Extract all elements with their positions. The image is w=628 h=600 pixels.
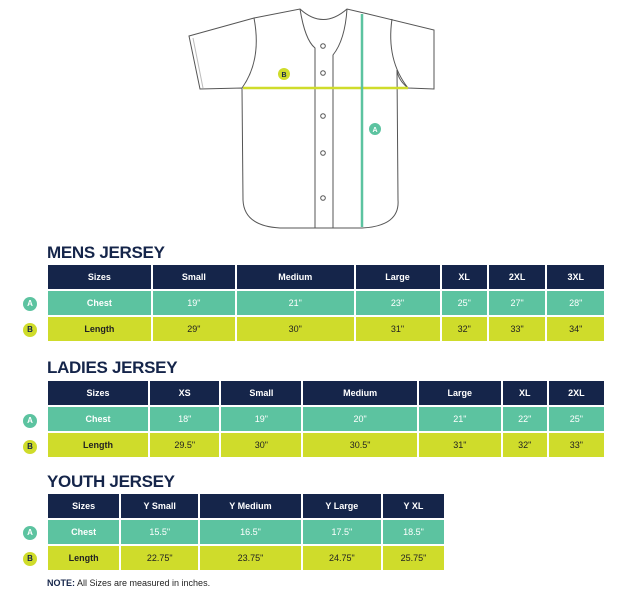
chest-row	[48, 407, 604, 431]
table-cell: Medium	[237, 265, 354, 289]
table-cell: 19"	[221, 407, 301, 431]
table-cell: 21"	[419, 407, 501, 431]
note-label: NOTE:	[47, 578, 75, 588]
table-cell: Y Large	[303, 494, 381, 518]
note	[47, 578, 210, 588]
table-cell: 34"	[547, 317, 604, 341]
length-row	[48, 317, 604, 341]
table-cell: Large	[356, 265, 440, 289]
badge-b-label: B	[281, 72, 287, 79]
chest-badge: A	[23, 526, 37, 540]
header-row	[48, 381, 604, 405]
ladies-title: LADIES JERSEY	[47, 358, 178, 377]
row-label: Sizes	[48, 381, 148, 405]
table-cell: 31"	[356, 317, 440, 341]
row-label: Chest	[48, 520, 119, 544]
table-cell: 18.5"	[383, 520, 444, 544]
chest-badge: A	[23, 297, 37, 311]
table-cell: 33"	[549, 433, 604, 457]
jersey-diagram	[0, 0, 628, 235]
header-row	[48, 494, 444, 518]
table-cell: 30.5"	[303, 433, 417, 457]
table-cell: 30"	[221, 433, 301, 457]
table-cell: XL	[503, 381, 547, 405]
mens-title: MENS JERSEY	[47, 243, 165, 262]
table-cell: XS	[150, 381, 219, 405]
row-label: Chest	[48, 291, 151, 315]
badge-a-label: A	[372, 127, 378, 134]
length-badge: B	[23, 323, 37, 337]
length-badge: B	[23, 440, 37, 454]
table-cell: Y Small	[121, 494, 198, 518]
header-row	[48, 265, 604, 289]
row-label: Length	[48, 433, 148, 457]
row-label: Length	[48, 317, 151, 341]
table-cell: 18"	[150, 407, 219, 431]
table-cell: 22.75"	[121, 546, 198, 570]
table-cell: 25.75"	[383, 546, 444, 570]
note-text: All Sizes are measured in inches.	[75, 578, 211, 588]
table-cell: 30"	[237, 317, 354, 341]
table-cell: 16.5"	[200, 520, 301, 544]
row-label: Length	[48, 546, 119, 570]
length-badge: B	[23, 552, 37, 566]
row-label: Chest	[48, 407, 148, 431]
table-cell: 23"	[356, 291, 440, 315]
table-cell: XL	[442, 265, 487, 289]
table-cell: Y Medium	[200, 494, 301, 518]
table-cell: 15.5"	[121, 520, 198, 544]
table-cell: 2XL	[549, 381, 604, 405]
table-cell: 20"	[303, 407, 417, 431]
table-cell: 32"	[503, 433, 547, 457]
table-cell: 23.75"	[200, 546, 301, 570]
table-cell: 21"	[237, 291, 354, 315]
chest-row	[48, 520, 444, 544]
youth-title: YOUTH JERSEY	[47, 472, 175, 491]
row-label: Sizes	[48, 265, 151, 289]
table-cell: 27"	[489, 291, 546, 315]
table-cell: 24.75"	[303, 546, 381, 570]
table-cell: 28"	[547, 291, 604, 315]
length-row	[48, 433, 604, 457]
table-cell: Y XL	[383, 494, 444, 518]
table-cell: 25"	[442, 291, 487, 315]
table-cell: 2XL	[489, 265, 546, 289]
table-cell: 17.5"	[303, 520, 381, 544]
table-cell: 33"	[489, 317, 546, 341]
row-label: Sizes	[48, 494, 119, 518]
table-cell: 31"	[419, 433, 501, 457]
table-cell: 19"	[153, 291, 235, 315]
jersey-outline	[189, 9, 434, 228]
table-cell: 29"	[153, 317, 235, 341]
table-cell: 32"	[442, 317, 487, 341]
table-cell: 3XL	[547, 265, 604, 289]
chest-badge: A	[23, 414, 37, 428]
table-cell: Medium	[303, 381, 417, 405]
table-cell: 29.5"	[150, 433, 219, 457]
length-row	[48, 546, 444, 570]
ladies-size-table	[46, 379, 606, 459]
table-cell: 25"	[549, 407, 604, 431]
chest-row	[48, 291, 604, 315]
table-cell: Large	[419, 381, 501, 405]
youth-size-table	[46, 492, 446, 572]
table-cell: Small	[153, 265, 235, 289]
table-cell: 22"	[503, 407, 547, 431]
mens-size-table	[46, 263, 606, 343]
table-cell: Small	[221, 381, 301, 405]
